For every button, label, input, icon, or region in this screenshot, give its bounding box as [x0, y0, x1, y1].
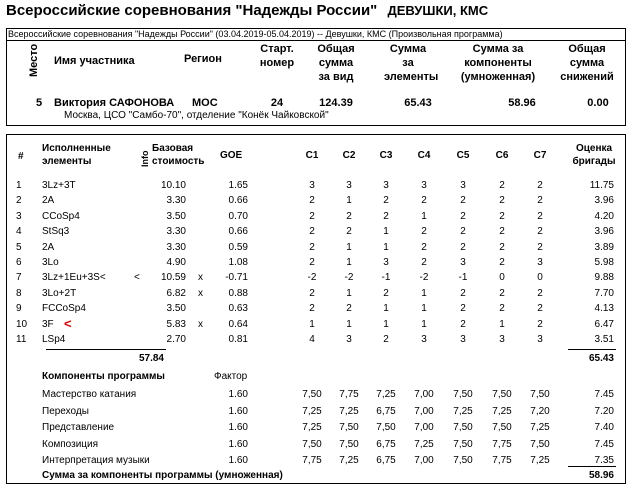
judge-mark: 1 — [421, 211, 427, 222]
component-judge-mark: 7,25 — [339, 455, 359, 466]
judge-mark: 1 — [499, 319, 505, 330]
judge-mark: 2 — [346, 226, 352, 237]
judge-header: C4 — [417, 150, 431, 161]
component-judge-mark: 7,00 — [414, 455, 434, 466]
judge-mark: 2 — [537, 180, 543, 191]
element-number: 9 — [16, 303, 22, 314]
judge-mark: 2 — [499, 303, 505, 314]
component-judge-mark: 7,50 — [453, 422, 473, 433]
judge-mark: -1 — [381, 272, 391, 283]
component-judge-mark: 7,50 — [453, 389, 473, 400]
component-judge-mark: 7,25 — [302, 406, 322, 417]
element-goe: 0.59 — [228, 242, 248, 253]
elements-header: Исполненные элементы — [42, 143, 111, 167]
component-judge-mark: 7,25 — [376, 389, 396, 400]
judge-mark: 3 — [537, 334, 543, 345]
element-code: 3Lo — [42, 257, 59, 268]
component-judge-mark: 7,20 — [530, 406, 550, 417]
title-text: Всероссийские соревнования "Надежды России" — [6, 2, 378, 19]
component-judge-mark: 7,75 — [302, 455, 322, 466]
judge-mark: 1 — [383, 242, 389, 253]
divider — [568, 466, 616, 467]
judge-mark: 1 — [421, 288, 427, 299]
element-base-value: 5.83 — [166, 319, 186, 330]
component-judge-mark: 7,50 — [302, 389, 322, 400]
component-judge-mark: 7,25 — [414, 439, 434, 450]
component-judge-mark: 7,50 — [453, 439, 473, 450]
component-factor: 1.60 — [228, 406, 248, 417]
judge-header: C7 — [533, 150, 547, 161]
skater-club: Москва, ЦСО "Самбо-70", отделение "Конёк Чайковской" — [64, 110, 329, 121]
judge-mark: 1 — [346, 195, 352, 206]
judge-mark: 1 — [346, 257, 352, 268]
element-panel-score: 4.13 — [594, 303, 614, 314]
component-judge-mark: 7,75 — [492, 455, 512, 466]
judge-mark: 1 — [383, 303, 389, 314]
element-goe: 0.66 — [228, 226, 248, 237]
components-score-header: Сумма за компоненты (умноженная) — [460, 43, 536, 83]
element-code: 3Lz+3T — [42, 180, 76, 191]
start-number-header: Старт. номер — [259, 43, 295, 69]
component-judge-mark: 7,00 — [414, 389, 434, 400]
judge-mark: 2 — [537, 288, 543, 299]
judge-mark: 2 — [460, 242, 466, 253]
judge-mark: 2 — [537, 242, 543, 253]
event-subheader: Всероссийские соревнования "Надежды России" (03.04.2019-05.04.2019) -- Девушки, КМС (Произвольная программа) — [8, 29, 503, 39]
second-half-bonus-mark: x — [198, 272, 203, 283]
element-number: 7 — [16, 272, 22, 283]
judge-mark: 2 — [309, 288, 315, 299]
element-panel-score: 9.88 — [594, 272, 614, 283]
judge-mark: 1 — [309, 319, 315, 330]
element-code: StSq3 — [42, 226, 70, 237]
judge-mark: 2 — [460, 303, 466, 314]
judge-mark: 3 — [421, 180, 427, 191]
judge-header: C6 — [495, 150, 509, 161]
judge-mark: 1 — [421, 319, 427, 330]
component-judge-mark: 7,50 — [453, 455, 473, 466]
component-panel-score: 7.35 — [594, 455, 614, 466]
component-judge-mark: 7,50 — [530, 389, 550, 400]
info-mark: < — [64, 316, 72, 331]
judge-mark: 2 — [421, 242, 427, 253]
judge-mark: 3 — [460, 180, 466, 191]
judge-mark: 3 — [499, 334, 505, 345]
element-panel-score: 3.96 — [594, 226, 614, 237]
judge-mark: 2 — [499, 257, 505, 268]
component-judge-mark: 7,50 — [302, 439, 322, 450]
judge-mark: 3 — [383, 180, 389, 191]
region-header: Регион — [184, 53, 222, 65]
components-header: Компоненты программы — [42, 371, 165, 382]
skater-name: Виктория САФОНОВА — [54, 97, 175, 109]
element-code: 3Lz+1Eu+3S< — [42, 272, 106, 283]
component-judge-mark: 7,50 — [376, 422, 396, 433]
component-name: Переходы — [42, 406, 89, 417]
component-panel-score: 7.20 — [594, 406, 614, 417]
component-name: Представление — [42, 422, 115, 433]
judge-mark: 1 — [421, 303, 427, 314]
element-number: 6 — [16, 257, 22, 268]
judge-mark: 2 — [309, 257, 315, 268]
component-judge-mark: 7,25 — [302, 422, 322, 433]
judge-mark: 2 — [309, 226, 315, 237]
element-number: 4 — [16, 226, 22, 237]
judge-mark: 2 — [383, 334, 389, 345]
judge-mark: 2 — [537, 303, 543, 314]
component-judge-mark: 7,50 — [339, 422, 359, 433]
element-goe: 0.64 — [228, 319, 248, 330]
judge-mark: 2 — [383, 195, 389, 206]
element-code: 2A — [42, 195, 55, 206]
components-score-total: 58.96 — [588, 470, 614, 481]
element-panel-score: 3.96 — [594, 195, 614, 206]
element-number: 5 — [16, 242, 22, 253]
skater-region: МОС — [192, 97, 218, 109]
component-judge-mark: 7,25 — [530, 455, 550, 466]
element-goe: 1.65 — [228, 180, 248, 191]
judge-mark: 1 — [383, 226, 389, 237]
judge-mark: 1 — [383, 319, 389, 330]
components-total-label: Сумма за компоненты программы (умноженная) — [42, 470, 283, 481]
element-panel-score: 3.51 — [594, 334, 614, 345]
judge-mark: 2 — [309, 242, 315, 253]
element-number: 3 — [16, 211, 22, 222]
judge-header: C3 — [379, 150, 393, 161]
judge-mark: 2 — [537, 195, 543, 206]
total-score-header: Общая сумма за вид — [317, 43, 355, 83]
judge-mark: 1 — [346, 288, 352, 299]
element-goe: -0.71 — [225, 272, 248, 283]
judge-mark: -1 — [458, 272, 468, 283]
judge-mark: 2 — [460, 226, 466, 237]
judge-mark: 2 — [421, 226, 427, 237]
component-judge-mark: 7,00 — [414, 422, 434, 433]
component-judge-mark: 7,50 — [492, 422, 512, 433]
element-panel-score: 3.89 — [594, 242, 614, 253]
judge-mark: 2 — [499, 211, 505, 222]
judge-mark: 1 — [346, 319, 352, 330]
component-judge-mark: 7,50 — [339, 439, 359, 450]
element-goe: 0.88 — [228, 288, 248, 299]
num-header: # — [18, 151, 24, 162]
component-judge-mark: 7,75 — [492, 439, 512, 450]
component-judge-mark: 6,75 — [376, 439, 396, 450]
element-panel-score: 11.75 — [589, 180, 614, 191]
judge-mark: 2 — [383, 211, 389, 222]
judge-mark: 2 — [460, 319, 466, 330]
element-number: 8 — [16, 288, 22, 299]
element-base-value: 10.10 — [160, 180, 186, 191]
component-judge-mark: 7,00 — [414, 406, 434, 417]
judge-mark: 0 — [499, 272, 505, 283]
skater-total: 124.39 — [319, 97, 353, 109]
judge-header: C2 — [342, 150, 356, 161]
judge-mark: 2 — [460, 288, 466, 299]
category-title: ДЕВУШКИ, КМС — [387, 3, 489, 18]
page-title — [6, 2, 488, 19]
element-number: 11 — [16, 334, 27, 345]
judge-mark: 2 — [421, 195, 427, 206]
deductions-header: Общая сумма снижений — [560, 43, 614, 83]
judge-header: C1 — [305, 150, 319, 161]
element-goe: 0.70 — [228, 211, 248, 222]
component-judge-mark: 7,25 — [339, 406, 359, 417]
factor-header: Фактор — [214, 371, 248, 382]
element-number: 10 — [16, 319, 28, 330]
info-header: Info — [140, 150, 150, 167]
base-value-header: Базовая стоимость — [152, 143, 205, 167]
skater-place: 5 — [36, 97, 43, 109]
element-base-value: 3.30 — [166, 226, 186, 237]
judge-mark: 2 — [499, 288, 505, 299]
element-goe: 0.63 — [228, 303, 248, 314]
judge-header: C5 — [456, 150, 470, 161]
judge-mark: 3 — [309, 180, 315, 191]
element-goe: 1.08 — [228, 257, 248, 268]
judge-mark: 2 — [460, 211, 466, 222]
judge-mark: 3 — [537, 257, 543, 268]
judge-mark: 2 — [309, 195, 315, 206]
judge-mark: 2 — [537, 226, 543, 237]
judge-mark: -2 — [419, 272, 429, 283]
judge-mark: -2 — [344, 272, 354, 283]
judge-mark: 2 — [346, 211, 352, 222]
element-code: LSp4 — [42, 334, 66, 345]
judge-mark: 2 — [537, 211, 543, 222]
element-base-value: 3.30 — [166, 195, 186, 206]
judge-mark: 2 — [421, 257, 427, 268]
name-header: Имя участника — [54, 55, 135, 67]
element-base-value: 10.59 — [160, 272, 186, 283]
element-number: 2 — [16, 195, 22, 206]
second-half-bonus-mark: x — [198, 288, 203, 299]
component-judge-mark: 6,75 — [376, 406, 396, 417]
judge-mark: 2 — [346, 303, 352, 314]
component-judge-mark: 7,25 — [453, 406, 473, 417]
element-goe: 0.81 — [228, 334, 248, 345]
second-half-bonus-mark: x — [198, 319, 203, 330]
info-mark: < — [134, 272, 140, 283]
judge-mark: 2 — [537, 319, 543, 330]
judge-mark: 3 — [460, 257, 466, 268]
place-header: Место — [28, 43, 40, 77]
component-factor: 1.60 — [228, 389, 248, 400]
component-factor: 1.60 — [228, 455, 248, 466]
element-code: FCCoSp4 — [42, 303, 86, 314]
component-name: Интерпретация музыки — [42, 455, 150, 466]
judge-mark: 3 — [383, 257, 389, 268]
component-name: Композиция — [42, 439, 99, 450]
element-number: 1 — [16, 180, 22, 191]
element-base-value: 6.82 — [166, 288, 186, 299]
element-panel-score: 6.47 — [594, 319, 614, 330]
judge-mark: 1 — [346, 242, 352, 253]
skater-components-total: 58.96 — [508, 97, 536, 109]
base-value-total: 57.84 — [138, 353, 164, 364]
component-judge-mark: 7,25 — [530, 422, 550, 433]
element-base-value: 3.50 — [166, 303, 186, 314]
judge-mark: 2 — [499, 180, 505, 191]
component-panel-score: 7.40 — [594, 422, 614, 433]
skater-start-number: 24 — [270, 97, 284, 109]
component-judge-mark: 7,75 — [339, 389, 359, 400]
component-panel-score: 7.45 — [594, 389, 614, 400]
component-name: Мастерство катания — [42, 389, 137, 400]
judge-mark: 0 — [537, 272, 543, 283]
element-base-value: 4.90 — [166, 257, 186, 268]
judge-mark: 2 — [460, 195, 466, 206]
elements-score-total: 65.43 — [588, 353, 614, 364]
element-code: CCoSp4 — [42, 211, 80, 222]
divider — [6, 40, 626, 41]
component-factor: 1.60 — [228, 422, 248, 433]
element-code: 2A — [42, 242, 55, 253]
element-panel-score: 4.20 — [594, 211, 614, 222]
elements-score-header: Сумма за элементы — [384, 43, 439, 83]
judge-mark: 3 — [346, 334, 352, 345]
judge-mark: -2 — [307, 272, 317, 283]
skater-deductions: 0.00 — [587, 97, 609, 109]
goe-header: GOE — [220, 150, 243, 161]
judge-mark: 3 — [346, 180, 352, 191]
divider — [568, 349, 616, 350]
divider — [46, 349, 166, 350]
element-panel-score: 7.70 — [594, 288, 614, 299]
judge-mark: 2 — [499, 226, 505, 237]
judge-mark: 2 — [309, 211, 315, 222]
component-factor: 1.60 — [228, 439, 248, 450]
component-panel-score: 7.45 — [594, 439, 614, 450]
judge-mark: 3 — [460, 334, 466, 345]
judge-mark: 3 — [421, 334, 427, 345]
judge-mark: 2 — [499, 242, 505, 253]
judge-mark: 2 — [383, 288, 389, 299]
element-base-value: 2.70 — [166, 334, 186, 345]
component-judge-mark: 7,50 — [530, 439, 550, 450]
element-code: 3F — [42, 319, 54, 330]
judge-mark: 2 — [499, 195, 505, 206]
component-judge-mark: 7,50 — [492, 389, 512, 400]
element-code: 3Lo+2T — [42, 288, 77, 299]
component-judge-mark: 7,25 — [492, 406, 512, 417]
element-base-value: 3.30 — [166, 242, 186, 253]
element-goe: 0.66 — [228, 195, 248, 206]
skater-elements-total: 65.43 — [404, 97, 432, 109]
element-base-value: 3.50 — [166, 211, 186, 222]
component-judge-mark: 6,75 — [376, 455, 396, 466]
panel-score-header: Оценка бригады — [572, 143, 616, 167]
element-panel-score: 5.98 — [594, 257, 614, 268]
judge-mark: 2 — [309, 303, 315, 314]
judge-mark: 4 — [309, 334, 315, 345]
